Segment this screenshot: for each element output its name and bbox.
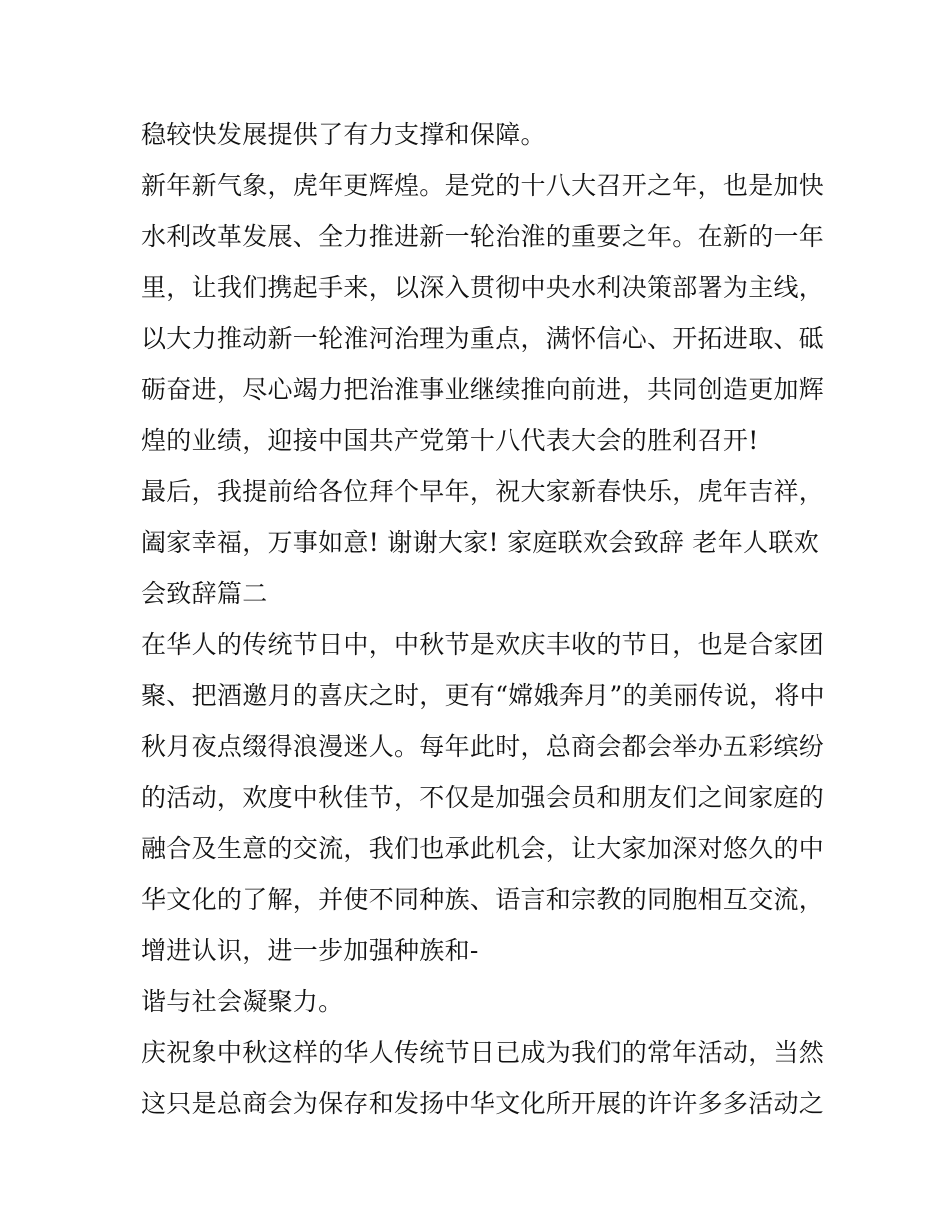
text-line: 这只是总商会为保存和发扬中华文化所开展的许许多多活动之 [141, 1089, 825, 1118]
text-line: 水利改革发展、全力推进新一轮治淮的重要之年。在新的一年 [141, 222, 825, 251]
text-line: 阖家幸福，万事如意! 谢谢大家! 家庭联欢会致辞 老年人联欢 [141, 528, 819, 557]
text-line: 以大力推动新一轮淮河治理为重点，满怀信心、开拓进取、砥 [141, 324, 825, 353]
text-line: 稳较快发展提供了有力支撑和保障。 [141, 120, 546, 149]
text-line: 华文化的了解，并使不同种族、语言和宗教的同胞相互交流， [141, 885, 825, 914]
body-text [141, 109, 825, 1129]
text-line: 里，让我们携起手来，以深入贯彻中央水利决策部署为主线， [141, 273, 825, 302]
text-line: 最后，我提前给各位拜个早年，祝大家新春快乐，虎年吉祥， [141, 477, 825, 506]
text-line: 庆祝象中秋这样的华人传统节日已成为我们的常年活动，当然 [141, 1038, 825, 1067]
text-line: 谐与社会凝聚力。 [141, 987, 344, 1016]
text-line: 煌的业绩，迎接中国共产党第十八代表大会的胜利召开! [141, 426, 759, 455]
text-line: 新年新气象，虎年更辉煌。是党的十八大召开之年，也是加快 [141, 171, 825, 200]
text-line: 融合及生意的交流，我们也承此机会，让大家加深对悠久的中 [141, 834, 825, 863]
text-line: 会致辞篇二 [141, 579, 268, 608]
text-line: 聚、把酒邀月的喜庆之时，更有“嫦娥奔月”的美丽传说，将中 [141, 681, 825, 710]
text-line: 的活动，欢度中秋佳节，不仅是加强会员和朋友们之间家庭的 [141, 783, 825, 812]
text-line: 秋月夜点缀得浪漫迷人。每年此时，总商会都会举办五彩缤纷 [141, 732, 825, 761]
text-line: 砺奋进，尽心竭力把治淮事业继续推向前进，共同创造更加辉 [141, 375, 825, 404]
text-line: 在华人的传统节日中，中秋节是欢庆丰收的节日，也是合家团 [141, 630, 825, 659]
text-line: 增进认识，进一步加强种族和- [141, 936, 479, 965]
